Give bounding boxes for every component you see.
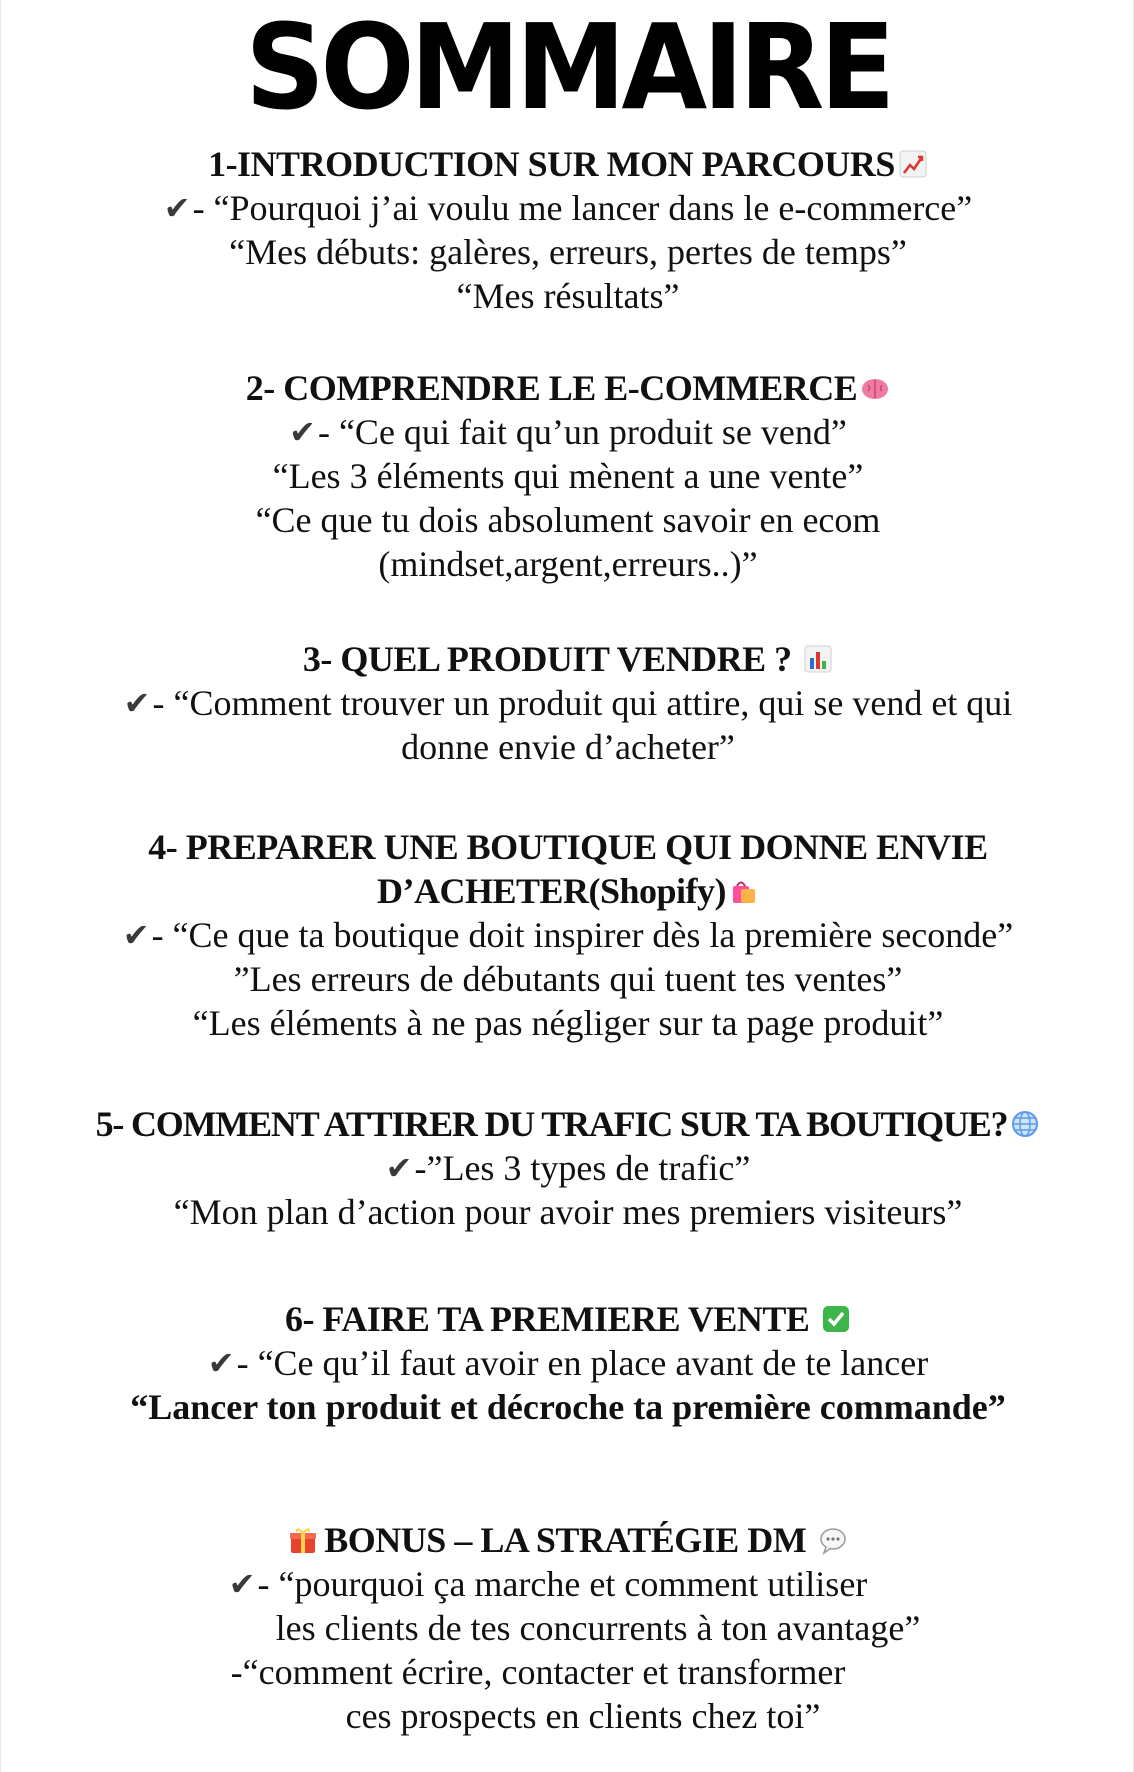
section-line: “Les éléments à ne pas négliger sur ta page produit” — [192, 1003, 944, 1043]
section-line: ✔- “Ce qu’il faut avoir en place avant de te lancer — [207, 1343, 929, 1383]
section-line: ”Les erreurs de débutants qui tuent tes ventes” — [233, 959, 903, 999]
check-mark-icon: ✔ — [122, 916, 150, 954]
section-heading: 1-INTRODUCTION SUR MON PARCOURS — [31, 142, 1105, 186]
section-line: “Mon plan d’action pour avoir mes premiers visiteurs” — [173, 1192, 963, 1232]
section-heading: 3- QUEL PRODUIT VENDRE ? — [31, 637, 1105, 681]
check-mark-button-icon — [821, 1304, 851, 1334]
section-which-product — [31, 637, 1105, 769]
section-line: (mindset,argent,erreurs..)” — [378, 544, 758, 584]
brain-icon — [860, 373, 890, 403]
section-heading: 6- FAIRE TA PREMIERE VENTE — [31, 1297, 1105, 1341]
section-heading: 5- COMMENT ATTIRER DU TRAFIC SUR TA BOUTIQUE? — [31, 1102, 1105, 1146]
check-mark-icon: ✔ — [163, 189, 191, 227]
shopping-bags-icon — [729, 876, 759, 906]
section-line: ces prospects en clients chez toi” — [345, 1696, 821, 1736]
section-heading-continued: D’ACHETER(Shopify) — [31, 869, 1105, 913]
section-line: les clients de tes concurrents à ton avantage” — [275, 1608, 921, 1648]
section-attract-traffic — [31, 1102, 1105, 1234]
section-prepare-shop — [31, 825, 1105, 1045]
section-line: “Les 3 éléments qui mènent a une vente” — [272, 456, 864, 496]
check-mark-icon: ✔ — [289, 413, 316, 451]
check-mark-icon: ✔ — [123, 684, 151, 722]
section-bonus — [31, 1518, 1105, 1738]
section-understand-ecommerce — [31, 366, 1105, 586]
section-heading: 2- COMPRENDRE LE E-COMMERCE — [31, 366, 1105, 410]
section-line: ✔- “pourquoi ça marche et comment utiliser — [228, 1564, 868, 1604]
section-line: donne envie d’acheter” — [401, 727, 735, 767]
section-heading: 4- PREPARER UNE BOUTIQUE QUI DONNE ENVIE — [148, 827, 988, 867]
section-line: ✔- “Comment trouver un produit qui attire, qui se vend et qui — [123, 683, 1013, 723]
globe-icon — [1010, 1109, 1040, 1139]
section-line: “Ce que tu dois absolument savoir en ecom — [255, 500, 881, 540]
section-line: “Mes débuts: galères, erreurs, pertes de temps” — [229, 232, 907, 272]
section-line: ✔- “Pourquoi j’ai voulu me lancer dans le e-commerce” — [163, 188, 973, 228]
check-mark-icon: ✔ — [385, 1149, 413, 1187]
section-first-sale — [31, 1297, 1105, 1429]
bar-chart-icon — [803, 644, 833, 674]
section-line: ✔- “Ce que ta boutique doit inspirer dès la première seconde” — [122, 915, 1014, 955]
section-heading: BONUS – LA STRATÉGIE DM — [31, 1518, 1105, 1562]
check-mark-icon: ✔ — [207, 1344, 235, 1382]
section-introduction — [31, 142, 1105, 318]
section-line: -“comment écrire, contacter et transformer — [230, 1652, 846, 1692]
section-line: ✔-”Les 3 types de trafic” — [385, 1148, 751, 1188]
gift-icon — [288, 1525, 318, 1555]
page-title: SOMMAIRE — [245, 0, 891, 136]
check-mark-icon: ✔ — [228, 1565, 256, 1603]
section-line-bold: “Lancer ton produit et décroche ta première commande” — [130, 1387, 1006, 1427]
section-line: ✔- “Ce qui fait qu’un produit se vend” — [289, 412, 847, 452]
section-line: “Mes résultats” — [456, 276, 680, 316]
chart-increasing-icon — [898, 149, 928, 179]
speech-bubble-icon — [818, 1525, 848, 1555]
